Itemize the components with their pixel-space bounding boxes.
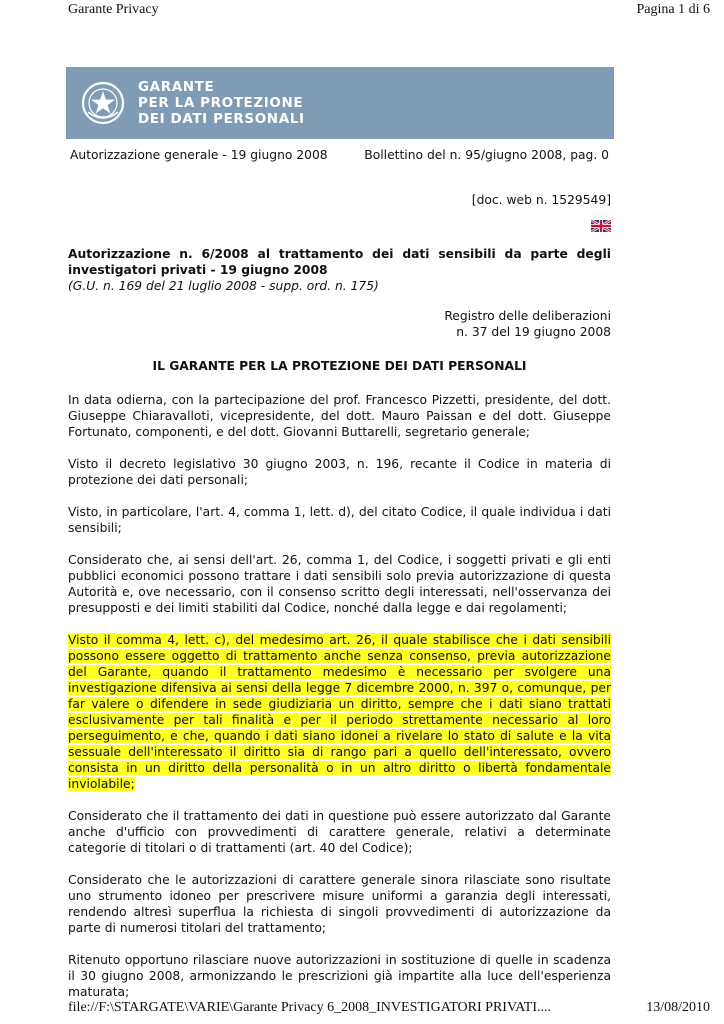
paragraph: Visto, in particolare, l'art. 4, comma 1, lett. d), del citato Codice, il quale individua i dati sensibili; — [68, 505, 611, 535]
print-header — [68, 2, 710, 18]
paragraph: Considerato che il trattamento dei dati in questione può essere autorizzato dal Garante anche d'ufficio con provvedimenti di carattere generale, relativi a determinate categorie di titolari o di trattamenti (art. 40 del Codice); — [68, 809, 611, 855]
print-header-title: Garante Privacy — [68, 2, 159, 17]
language-switch — [68, 220, 611, 232]
garante-banner[interactable] — [66, 67, 614, 139]
print-date: 13/08/2010 — [646, 1000, 710, 1015]
file-path: file://F:\STARGATE\VARIE\Garante Privacy 6_2008_INVESTIGATORI PRIVATI.... — [68, 1000, 552, 1015]
document-title: Autorizzazione n. 6/2008 al trattamento dei dati sensibili da parte degli investigatori privati - 19 giugno 2008 — [68, 247, 611, 277]
document-body — [68, 143, 611, 1000]
banner-line: PER LA PROTEZIONE — [138, 95, 304, 111]
document-subtitle: (G.U. n. 169 del 21 luglio 2008 - supp. ord. n. 175) — [68, 279, 379, 293]
highlighted-text: Visto il comma 4, lett. c), del medesimo art. 26, il quale stabilisce che i dati sensibili possono essere oggetto di trattamento anche senza consenso, previa autorizzazione del Garante, quando il trattamento medesimo è necessario per svolgere una investigazione difensiva ai sensi della legge 7 dicembre 2000, n. 397 o, comunque, per far valere o difendere in sede giudiziaria un diritto, sempre che i dati siano trattati esclusivamente per tali finalità e per il periodo strettamente necessario al loro perseguimento, e che, quando i dati siano idonei a rivelare lo stato di salute e la vita sessuale dell'interessato il diritto sia di rango pari a quello dell'interessato, ovvero consista in un diritto della personalità o in un altro diritto o libertà fondamentale inviolabile; — [68, 633, 611, 791]
paragraph: Ritenuto opportuno rilasciare nuove autorizzazioni in sostituzione di quelle in scadenza il 30 giugno 2008, armonizzando le prescrizioni già impartite alla luce dell'esperienza maturata; — [68, 953, 611, 999]
doc-web-number: [doc. web n. 1529549] — [471, 193, 611, 207]
paragraph: Visto il decreto legislativo 30 giugno 2003, n. 196, recante il Codice in materia di protezione dei dati personali; — [68, 457, 611, 487]
authorization-date: Autorizzazione generale - 19 giugno 2008 — [70, 148, 328, 162]
print-footer — [68, 1000, 710, 1016]
registry-reference — [68, 308, 611, 340]
paragraph: In data odierna, con la partecipazione del prof. Francesco Pizzetti, presidente, del dott. Giuseppe Chiaravalloti, vicepresidente, del dott. Mauro Paissan e del dott. Giuseppe Fortunato, componenti, e del dott. Giovanni Buttarelli, segretario generale; — [68, 393, 611, 439]
paragraph: Considerato che, ai sensi dell'art. 26, comma 1, del Codice, i soggetti privati e gli enti pubblici economici possono trattare i dati sensibili solo previa autorizzazione di questa Autorità e, ove necessario, con il consenso scritto degli interessati, nell'osservanza dei presupposti e dei limiti stabiliti dal Codice, nonché dalla legge e dai regolamenti; — [68, 553, 611, 615]
highlighted-paragraph — [68, 632, 611, 792]
banner-line: DEI DATI PERSONALI — [138, 111, 305, 127]
registry-line: Registro delle deliberazioni — [444, 309, 611, 323]
bulletin-reference: Bollettino del n. 95/giugno 2008, pag. 0 — [364, 148, 609, 162]
registry-line: n. 37 del 19 giugno 2008 — [456, 325, 611, 339]
uk-flag-icon[interactable] — [591, 220, 611, 232]
document-meta — [68, 147, 611, 163]
paragraph: Considerato che le autorizzazioni di carattere generale sinora rilasciate sono risultate uno strumento idoneo per prescrivere misure uniformi a garanzia degli interessati, rendendo altresì superflua la richiesta di singoli provvedimenti di autorizzazione da parte di numerosi titolari del trattamento; — [68, 873, 611, 935]
banner-title — [138, 79, 305, 127]
banner-line: GARANTE — [138, 79, 215, 95]
page-number: Pagina 1 di 6 — [636, 2, 710, 17]
section-heading: IL GARANTE PER LA PROTEZIONE DEI DATI PERSONALI — [152, 359, 527, 373]
republic-emblem-icon — [80, 80, 126, 126]
